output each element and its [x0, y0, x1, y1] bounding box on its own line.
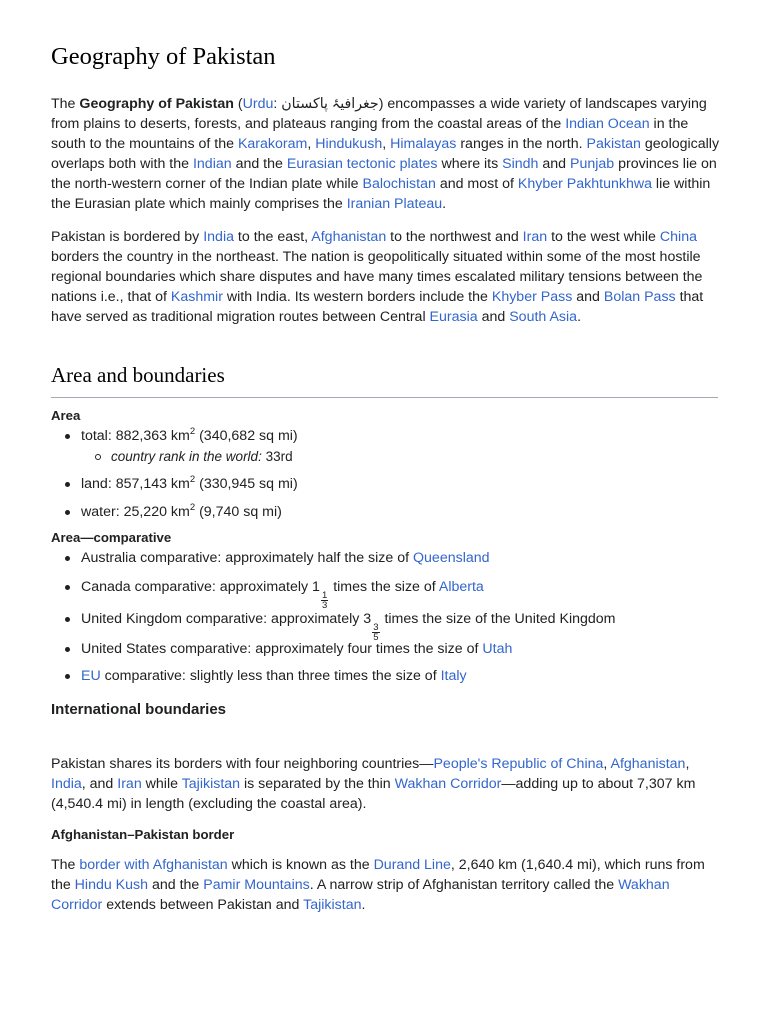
link-balochistan[interactable]: Balochistan — [362, 176, 436, 192]
link-khyber-pass[interactable]: Khyber Pass — [491, 289, 573, 305]
link-pamir-mountains[interactable]: Pamir Mountains — [203, 877, 310, 893]
link-hindu-kush[interactable]: Hindu Kush — [74, 877, 149, 893]
afghanistan-border-heading: Afghanistan–Pakistan border — [51, 827, 235, 842]
link-urdu[interactable]: Urdu — [242, 96, 274, 112]
link-indian-plate[interactable]: Indian — [192, 156, 232, 172]
link-eurasian-plates[interactable]: Eurasian tectonic plates — [286, 156, 438, 172]
link-eurasia[interactable]: Eurasia — [429, 309, 478, 325]
link-durand-line[interactable]: Durand Line — [373, 857, 451, 873]
link-india-2[interactable]: India — [51, 776, 82, 792]
area-total-item: total: 882,363 $km^2$ (340,682 sq mi) — [81, 426, 731, 446]
intro-paragraph-1: The Geography of Pakistan (Urdu: جغرافیۂ پاکستان) encompasses a wide variety of landscapes varying from plains to deserts, forests, and plateaus ranging from the coastal areas of the Indian Ocean in the south to the mountains of the Karakoram, Hindukush, Himalayas ranges in the north. Pakistan geologically overlaps both with the Indian and the Eurasian tectonic plates where its Sindh and Punjab provinces lie on the north-western corner of the Indian plate while Balochistan and most of Khyber Pakhtunkhwa lie within the Eurasian plate which mainly comprises the Iranian Plateau. — [51, 96, 720, 212]
link-iranian-plateau[interactable]: Iranian Plateau — [346, 196, 443, 212]
international-boundaries-heading: International boundaries — [51, 701, 227, 718]
area-land-item: land: 857,143 $km^2$ (330,945 sq mi) — [81, 474, 731, 494]
link-iran-2[interactable]: Iran — [117, 776, 142, 792]
link-south-asia[interactable]: South Asia — [509, 309, 578, 325]
link-china[interactable]: China — [659, 229, 697, 245]
link-wakhan-corridor-2[interactable]: Wakhan Corridor — [51, 877, 670, 913]
link-kashmir[interactable]: Kashmir — [170, 289, 223, 305]
link-punjab[interactable]: Punjab — [570, 156, 615, 172]
link-alberta[interactable]: Alberta — [438, 579, 484, 595]
urdu-name: جغرافیۂ پاکستان — [281, 96, 379, 112]
comparative-eu: EU comparative: slightly less than three times the size of Italy — [81, 666, 731, 686]
link-afghanistan[interactable]: Afghanistan — [311, 229, 387, 245]
comparative-australia: Australia comparative: approximately half the size of Queensland — [81, 548, 731, 568]
afghanistan-border-paragraph: The border with Afghanistan which is known as the Durand Line, 2,640 km (1,640.4 mi), which runs from the Hindu Kush and the Pamir Mountains. A narrow strip of Afghanistan territory called the Wakhan Corridor extends between Pakistan and Tajikistan. — [51, 857, 705, 913]
link-italy[interactable]: Italy — [440, 668, 467, 684]
country-rank-item: country rank in the world: 33rd — [111, 447, 293, 467]
comparative-us: United States comparative: approximately four times the size of Utah — [81, 639, 731, 659]
link-tajikistan-2[interactable]: Tajikistan — [303, 897, 362, 913]
link-himalayas[interactable]: Himalayas — [390, 136, 457, 152]
comparative-canada: Canada comparative: approximately 1 $\frac{1}{3}$ times the size of Alberta — [81, 577, 731, 610]
area-water-item: water: 25,220 $km^2$ (9,740 sq mi) — [81, 502, 731, 522]
area-label: Area — [51, 408, 81, 423]
link-khyber-pakhtunkhwa[interactable]: Khyber Pakhtunkhwa — [517, 176, 652, 192]
link-india[interactable]: India — [203, 229, 234, 245]
area-comparative-label: Area—comparative — [51, 530, 172, 545]
link-hindukush[interactable]: Hindukush — [315, 136, 383, 152]
link-sindh[interactable]: Sindh — [502, 156, 539, 172]
fraction-one-third: $\frac{1}{3}$ — [321, 590, 328, 611]
link-border-with-afghanistan[interactable]: border with Afghanistan — [79, 857, 228, 873]
section-heading-area: Area and boundaries — [51, 363, 225, 387]
link-iran[interactable]: Iran — [522, 229, 548, 245]
link-eu[interactable]: EU — [81, 668, 101, 684]
comparative-uk: United Kingdom comparative: approximately 3 $\frac{3}{5}$ times the size of the United Kingdom — [81, 609, 731, 642]
page-title: Geography of Pakistan — [51, 43, 276, 70]
intro-paragraph-2: Pakistan is bordered by India to the east, Afghanistan to the northwest and Iran to the west while China borders the country in the northeast. The nation is geopolitically situated within some of the most hostile regional boundaries which share disputes and have many times escalated military tensions between the nations i.e., that of Kashmir with India. Its western borders include the Khyber Pass and Bolan Pass that have served as traditional migration routes between Central Eurasia and South Asia. — [51, 229, 704, 325]
link-karakoram[interactable]: Karakoram — [237, 136, 308, 152]
link-utah[interactable]: Utah — [482, 641, 513, 657]
link-prc[interactable]: People's Republic of China — [433, 756, 604, 772]
link-wakhan-corridor[interactable]: Wakhan Corridor — [394, 776, 502, 792]
link-queensland[interactable]: Queensland — [413, 550, 490, 566]
link-pakistan[interactable]: Pakistan — [586, 136, 641, 152]
link-afghanistan-2[interactable]: Afghanistan — [610, 756, 686, 772]
link-indian-ocean[interactable]: Indian Ocean — [565, 116, 650, 132]
link-tajikistan[interactable]: Tajikistan — [181, 776, 241, 792]
fraction-three-fifths: $\frac{3}{5}$ — [373, 622, 379, 643]
international-paragraph: Pakistan shares its borders with four neighboring countries—People's Republic of China, Afghanistan, India, and Iran while Tajikistan is separated by the thin Wakhan Corridor—adding up to about 7,307 km (4,540.4 mi) in length (excluding the coastal area). — [51, 756, 696, 812]
article-subject: Geography of Pakistan — [79, 96, 234, 112]
heading-divider — [51, 397, 718, 398]
link-bolan-pass[interactable]: Bolan Pass — [603, 289, 676, 305]
